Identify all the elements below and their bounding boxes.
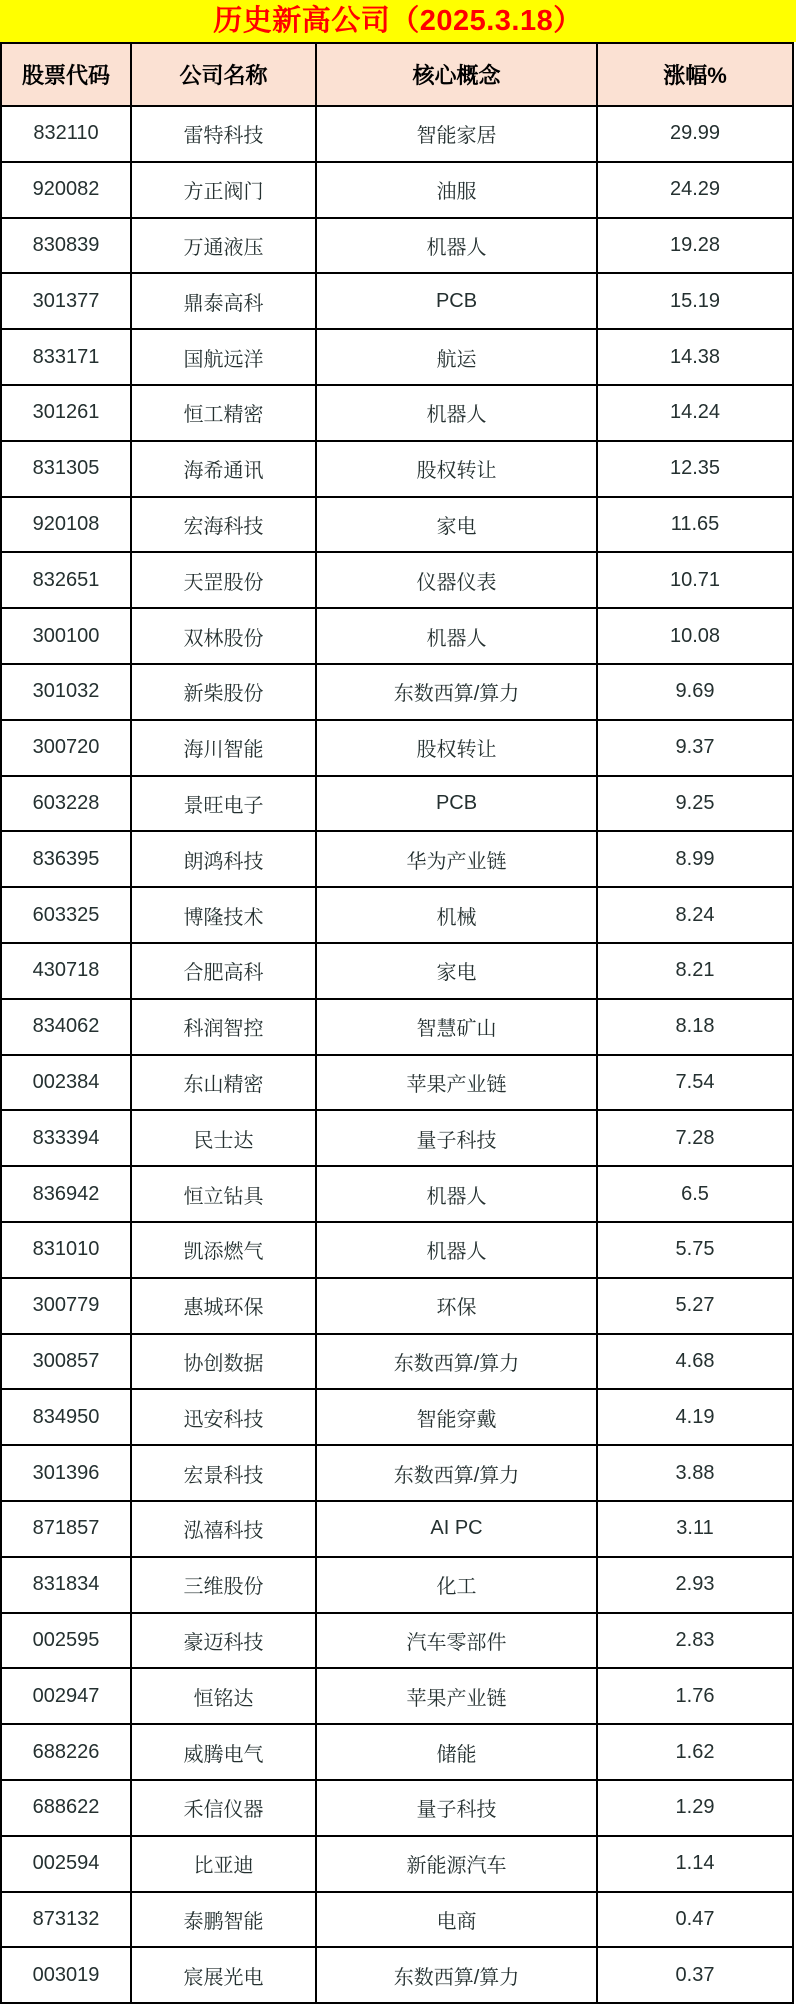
cell-core-concept: 量子科技 bbox=[316, 1110, 597, 1166]
cell-company-name: 东山精密 bbox=[131, 1055, 316, 1111]
cell-stock-code: 920108 bbox=[1, 497, 131, 553]
table-row bbox=[1, 162, 793, 218]
cell-company-name: 泰鹏智能 bbox=[131, 1892, 316, 1948]
cell-change-percent: 8.24 bbox=[597, 887, 793, 943]
cell-change-percent: 2.93 bbox=[597, 1557, 793, 1613]
cell-company-name: 宸展光电 bbox=[131, 1947, 316, 2003]
cell-core-concept: AI PC bbox=[316, 1501, 597, 1557]
table-row bbox=[1, 720, 793, 776]
cell-company-name: 泓禧科技 bbox=[131, 1501, 316, 1557]
cell-core-concept: 家电 bbox=[316, 497, 597, 553]
cell-stock-code: 688226 bbox=[1, 1724, 131, 1780]
cell-stock-code: 300100 bbox=[1, 608, 131, 664]
table-row bbox=[1, 1389, 793, 1445]
cell-stock-code: 301396 bbox=[1, 1445, 131, 1501]
table-row bbox=[1, 1166, 793, 1222]
cell-company-name: 三维股份 bbox=[131, 1557, 316, 1613]
table-row bbox=[1, 1222, 793, 1278]
cell-stock-code: 300720 bbox=[1, 720, 131, 776]
table-row bbox=[1, 385, 793, 441]
table-row bbox=[1, 497, 793, 553]
cell-company-name: 威腾电气 bbox=[131, 1724, 316, 1780]
cell-company-name: 宏景科技 bbox=[131, 1445, 316, 1501]
cell-core-concept: 机器人 bbox=[316, 1222, 597, 1278]
cell-change-percent: 4.68 bbox=[597, 1334, 793, 1390]
cell-stock-code: 831305 bbox=[1, 441, 131, 497]
cell-core-concept: 东数西算/算力 bbox=[316, 1445, 597, 1501]
page-title: 历史新高公司（2025.3.18） bbox=[213, 4, 583, 37]
cell-stock-code: 833394 bbox=[1, 1110, 131, 1166]
table-row bbox=[1, 943, 793, 999]
cell-company-name: 凯添燃气 bbox=[131, 1222, 316, 1278]
cell-company-name: 民士达 bbox=[131, 1110, 316, 1166]
cell-change-percent: 6.5 bbox=[597, 1166, 793, 1222]
cell-core-concept: 机器人 bbox=[316, 218, 597, 274]
cell-stock-code: 920082 bbox=[1, 162, 131, 218]
table-row bbox=[1, 1892, 793, 1948]
cell-change-percent: 0.37 bbox=[597, 1947, 793, 2003]
cell-stock-code: 873132 bbox=[1, 1892, 131, 1948]
cell-company-name: 恒铭达 bbox=[131, 1668, 316, 1724]
cell-stock-code: 831010 bbox=[1, 1222, 131, 1278]
cell-change-percent: 1.76 bbox=[597, 1668, 793, 1724]
cell-core-concept: 苹果产业链 bbox=[316, 1055, 597, 1111]
cell-change-percent: 1.14 bbox=[597, 1836, 793, 1892]
cell-change-percent: 5.75 bbox=[597, 1222, 793, 1278]
cell-change-percent: 8.21 bbox=[597, 943, 793, 999]
cell-company-name: 禾信仪器 bbox=[131, 1780, 316, 1836]
cell-change-percent: 11.65 bbox=[597, 497, 793, 553]
cell-change-percent: 3.88 bbox=[597, 1445, 793, 1501]
table-row bbox=[1, 106, 793, 162]
cell-company-name: 惠城环保 bbox=[131, 1278, 316, 1334]
cell-change-percent: 4.19 bbox=[597, 1389, 793, 1445]
cell-company-name: 恒立钻具 bbox=[131, 1166, 316, 1222]
cell-core-concept: 智慧矿山 bbox=[316, 999, 597, 1055]
cell-company-name: 博隆技术 bbox=[131, 887, 316, 943]
cell-stock-code: 832110 bbox=[1, 106, 131, 162]
table-row bbox=[1, 273, 793, 329]
cell-change-percent: 10.71 bbox=[597, 552, 793, 608]
cell-company-name: 方正阀门 bbox=[131, 162, 316, 218]
cell-core-concept: 量子科技 bbox=[316, 1780, 597, 1836]
cell-stock-code: 830839 bbox=[1, 218, 131, 274]
table-row bbox=[1, 608, 793, 664]
cell-change-percent: 3.11 bbox=[597, 1501, 793, 1557]
cell-stock-code: 833171 bbox=[1, 329, 131, 385]
cell-change-percent: 1.29 bbox=[597, 1780, 793, 1836]
cell-core-concept: 新能源汽车 bbox=[316, 1836, 597, 1892]
cell-stock-code: 300779 bbox=[1, 1278, 131, 1334]
cell-change-percent: 8.99 bbox=[597, 831, 793, 887]
cell-change-percent: 10.08 bbox=[597, 608, 793, 664]
cell-company-name: 豪迈科技 bbox=[131, 1613, 316, 1669]
cell-stock-code: 832651 bbox=[1, 552, 131, 608]
cell-stock-code: 301261 bbox=[1, 385, 131, 441]
table-row bbox=[1, 1836, 793, 1892]
table-row bbox=[1, 1334, 793, 1390]
cell-core-concept: 机械 bbox=[316, 887, 597, 943]
title-banner bbox=[0, 0, 796, 42]
cell-stock-code: 002947 bbox=[1, 1668, 131, 1724]
cell-change-percent: 7.28 bbox=[597, 1110, 793, 1166]
table-row bbox=[1, 664, 793, 720]
cell-core-concept: 东数西算/算力 bbox=[316, 1334, 597, 1390]
cell-company-name: 国航远洋 bbox=[131, 329, 316, 385]
cell-company-name: 新柴股份 bbox=[131, 664, 316, 720]
cell-change-percent: 14.38 bbox=[597, 329, 793, 385]
table-row bbox=[1, 1055, 793, 1111]
col-header-stock-code: 股票代码 bbox=[1, 43, 131, 106]
cell-core-concept: 油服 bbox=[316, 162, 597, 218]
table-body bbox=[1, 106, 793, 2003]
cell-company-name: 恒工精密 bbox=[131, 385, 316, 441]
table-row bbox=[1, 441, 793, 497]
cell-company-name: 海希通讯 bbox=[131, 441, 316, 497]
cell-company-name: 协创数据 bbox=[131, 1334, 316, 1390]
cell-stock-code: 834950 bbox=[1, 1389, 131, 1445]
cell-core-concept: 股权转让 bbox=[316, 720, 597, 776]
cell-core-concept: 仪器仪表 bbox=[316, 552, 597, 608]
table-row bbox=[1, 776, 793, 832]
cell-stock-code: 836942 bbox=[1, 1166, 131, 1222]
cell-stock-code: 003019 bbox=[1, 1947, 131, 2003]
cell-core-concept: 航运 bbox=[316, 329, 597, 385]
cell-core-concept: 机器人 bbox=[316, 385, 597, 441]
cell-core-concept: PCB bbox=[316, 273, 597, 329]
cell-stock-code: 688622 bbox=[1, 1780, 131, 1836]
cell-stock-code: 603325 bbox=[1, 887, 131, 943]
cell-core-concept: 汽车零部件 bbox=[316, 1613, 597, 1669]
table-row bbox=[1, 218, 793, 274]
cell-core-concept: 股权转让 bbox=[316, 441, 597, 497]
cell-stock-code: 002594 bbox=[1, 1836, 131, 1892]
cell-stock-code: 430718 bbox=[1, 943, 131, 999]
table-row bbox=[1, 1724, 793, 1780]
stocks-table bbox=[0, 42, 794, 2004]
cell-core-concept: 智能家居 bbox=[316, 106, 597, 162]
table-row bbox=[1, 831, 793, 887]
table-row bbox=[1, 887, 793, 943]
table-row bbox=[1, 329, 793, 385]
col-header-company-name: 公司名称 bbox=[131, 43, 316, 106]
cell-core-concept: 环保 bbox=[316, 1278, 597, 1334]
cell-company-name: 宏海科技 bbox=[131, 497, 316, 553]
cell-change-percent: 9.25 bbox=[597, 776, 793, 832]
table-row bbox=[1, 1501, 793, 1557]
cell-core-concept: 化工 bbox=[316, 1557, 597, 1613]
cell-company-name: 朗鸿科技 bbox=[131, 831, 316, 887]
cell-company-name: 鼎泰高科 bbox=[131, 273, 316, 329]
cell-company-name: 科润智控 bbox=[131, 999, 316, 1055]
cell-company-name: 双林股份 bbox=[131, 608, 316, 664]
cell-company-name: 海川智能 bbox=[131, 720, 316, 776]
cell-company-name: 雷特科技 bbox=[131, 106, 316, 162]
table-row bbox=[1, 1110, 793, 1166]
cell-core-concept: 储能 bbox=[316, 1724, 597, 1780]
cell-change-percent: 9.37 bbox=[597, 720, 793, 776]
cell-core-concept: 智能穿戴 bbox=[316, 1389, 597, 1445]
cell-stock-code: 836395 bbox=[1, 831, 131, 887]
cell-change-percent: 24.29 bbox=[597, 162, 793, 218]
table-row bbox=[1, 1668, 793, 1724]
cell-change-percent: 2.83 bbox=[597, 1613, 793, 1669]
table-row bbox=[1, 1780, 793, 1836]
col-header-core-concept: 核心概念 bbox=[316, 43, 597, 106]
table-header-row bbox=[1, 43, 793, 106]
cell-company-name: 迅安科技 bbox=[131, 1389, 316, 1445]
cell-stock-code: 301032 bbox=[1, 664, 131, 720]
cell-core-concept: 机器人 bbox=[316, 608, 597, 664]
cell-change-percent: 7.54 bbox=[597, 1055, 793, 1111]
cell-company-name: 天罡股份 bbox=[131, 552, 316, 608]
table-row bbox=[1, 1445, 793, 1501]
cell-change-percent: 19.28 bbox=[597, 218, 793, 274]
cell-company-name: 合肥高科 bbox=[131, 943, 316, 999]
table-row bbox=[1, 1613, 793, 1669]
cell-company-name: 景旺电子 bbox=[131, 776, 316, 832]
cell-change-percent: 8.18 bbox=[597, 999, 793, 1055]
cell-core-concept: 苹果产业链 bbox=[316, 1668, 597, 1724]
cell-change-percent: 15.19 bbox=[597, 273, 793, 329]
cell-stock-code: 603228 bbox=[1, 776, 131, 832]
cell-core-concept: 机器人 bbox=[316, 1166, 597, 1222]
table-row bbox=[1, 999, 793, 1055]
cell-company-name: 万通液压 bbox=[131, 218, 316, 274]
cell-change-percent: 0.47 bbox=[597, 1892, 793, 1948]
cell-change-percent: 14.24 bbox=[597, 385, 793, 441]
cell-core-concept: 电商 bbox=[316, 1892, 597, 1948]
cell-change-percent: 29.99 bbox=[597, 106, 793, 162]
cell-core-concept: 东数西算/算力 bbox=[316, 664, 597, 720]
col-header-change-percent: 涨幅% bbox=[597, 43, 793, 106]
cell-stock-code: 301377 bbox=[1, 273, 131, 329]
table-row bbox=[1, 552, 793, 608]
cell-core-concept: PCB bbox=[316, 776, 597, 832]
cell-change-percent: 9.69 bbox=[597, 664, 793, 720]
cell-stock-code: 831834 bbox=[1, 1557, 131, 1613]
cell-core-concept: 华为产业链 bbox=[316, 831, 597, 887]
table-row bbox=[1, 1278, 793, 1334]
cell-stock-code: 002384 bbox=[1, 1055, 131, 1111]
cell-company-name: 比亚迪 bbox=[131, 1836, 316, 1892]
cell-change-percent: 1.62 bbox=[597, 1724, 793, 1780]
cell-stock-code: 871857 bbox=[1, 1501, 131, 1557]
cell-core-concept: 东数西算/算力 bbox=[316, 1947, 597, 2003]
cell-change-percent: 5.27 bbox=[597, 1278, 793, 1334]
cell-stock-code: 834062 bbox=[1, 999, 131, 1055]
cell-stock-code: 002595 bbox=[1, 1613, 131, 1669]
table-row bbox=[1, 1557, 793, 1613]
cell-core-concept: 家电 bbox=[316, 943, 597, 999]
table-row bbox=[1, 1947, 793, 2003]
cell-change-percent: 12.35 bbox=[597, 441, 793, 497]
cell-stock-code: 300857 bbox=[1, 1334, 131, 1390]
